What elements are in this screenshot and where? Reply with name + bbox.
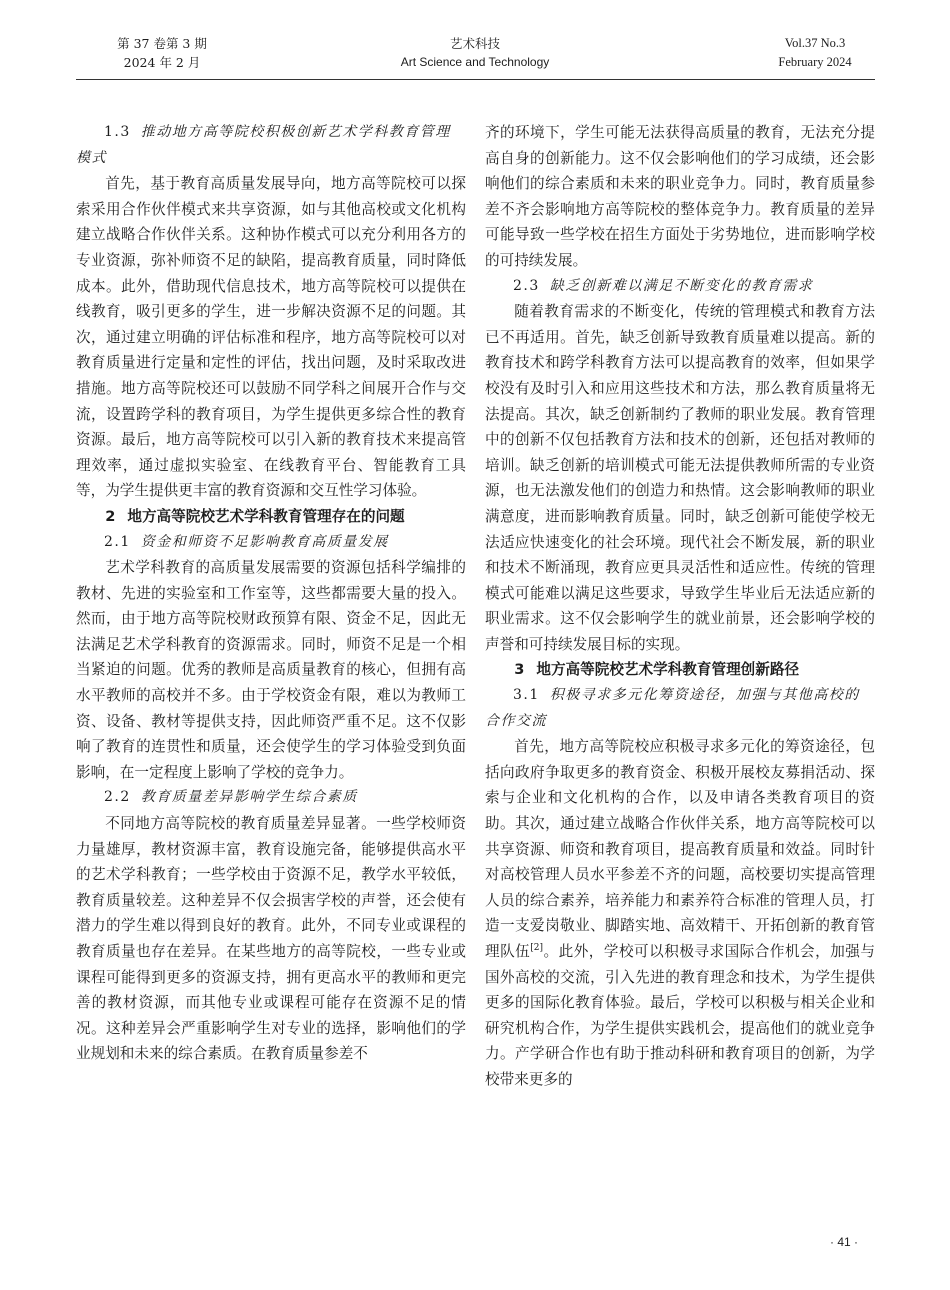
journal-title-en: Art Science and Technology <box>400 55 550 69</box>
paragraph <box>485 734 875 1092</box>
section-title: 地方高等院校艺术学科教育管理存在的问题 <box>127 507 405 525</box>
section-number: 3.1 <box>513 687 540 704</box>
section-title: 地方高等院校艺术学科教育管理创新路径 <box>536 661 800 679</box>
header-volume-en: Vol.37 No.3 <box>784 36 846 50</box>
section-1-3-heading <box>76 120 466 171</box>
header-date: 2024 年 2 月 <box>123 55 201 70</box>
section-number: 3 <box>514 661 525 679</box>
section-title: 积极寻求多元化筹资途径，加强与其他高校的合作交流 <box>485 687 860 729</box>
paragraph-text: 首先，地方高等院校应积极寻求多元化的筹资途径，包括向政府争取更多的教育资金、积极开展校友募捐活动、探索与企业和文化机构的合作，以及申请各类教育项目的资助。其次，通过建立战略合作伙伴关系，地方高等院校可以共享资源、师资和教育项目，提高教育质量和效益。同时针对高校管理人员水平参差不齐的问题，高校要切实提高管理人员的综合素养，培养能力和素养符合标准的管理人员，打造一支爱岗敬业、脚踏实地、高效精干、开拓创新的教育管理队伍 <box>485 738 875 960</box>
header-volume-issue-en <box>760 34 870 72</box>
section-3-1-heading <box>485 683 875 734</box>
left-column <box>76 120 466 1067</box>
paragraph: 艺术学科教育的高质量发展需要的资源包括科学编排的教材、先进的实验室和工作室等，这些都需要大量的投入。然而，由于地方高等院校财政预算有限、资金不足，因此无法满足艺术学科教育的资源需求。同时，师资不足是一个相当紧迫的问题。优秀的教师是高质量教育的核心，但拥有高水平教师的高校并不多。由于学校资金有限，难以为教师工资、设备、教材等提供支持，因此师资严重不足。这不仅影响了教育的连贯性和质量，还会使学生的学习体验受到负面影响，在一定程度上影响了学校的竞争力。 <box>76 559 466 781</box>
section-3-heading <box>485 657 875 683</box>
header-divider <box>76 79 875 80</box>
section-title: 缺乏创新难以满足不断变化的教育需求 <box>549 277 814 294</box>
section-title: 资金和师资不足影响教育高质量发展 <box>140 533 389 550</box>
section-number: 2.2 <box>104 789 131 806</box>
section-title: 教育质量差异影响学生综合素质 <box>140 789 358 806</box>
section-number: 2 <box>105 507 116 525</box>
section-number: 2.1 <box>104 533 131 550</box>
header-journal-title <box>375 34 575 72</box>
section-title: 推动地方高等院校积极创新艺术学科教育管理模式 <box>76 124 451 166</box>
header-date-en: February 2024 <box>778 55 852 69</box>
section-number: 2.3 <box>513 277 540 294</box>
section-2-2-heading <box>76 785 466 811</box>
page-number: · 41 · <box>829 1235 858 1249</box>
journal-title-cn: 艺术科技 <box>449 36 500 51</box>
paragraph: 随着教育需求的不断变化，传统的管理模式和教育方法已不再适用。首先，缺乏创新导致教育质量难以提高。新的教育技术和跨学科教育方法可以提高教育的效率，但如果学校没有及时引入和应用这些技术和方法，那么教育质量将无法提高。其次，缺乏创新制约了教师的职业发展。教育管理中的创新不仅包括教育方法和技术的创新，还包括对教师的培训。缺乏创新的培训模式可能无法提供教师所需的专业资源，也无法激发他们的创造力和热情。这会影响教师的职业满意度，进而影响教育质量。同时，缺乏创新可能使学校无法适应快速变化的社会环境。现代社会不断发展，新的职业和技术不断涌现，教育应更具灵活性和适应性。传统的管理模式可能难以满足这些要求，导致学生毕业后无法适应新的职业需求。这不仅会影响学生的就业前景，还会影响学校的声誉和可持续发展目标的实现。 <box>485 303 875 653</box>
paragraph: 首先，基于教育高质量发展导向，地方高等院校可以探索采用合作伙伴模式来共享资源，如与其他高校或文化机构建立战略合作伙伴关系。这种协作模式可以充分利用各方的专业资源，弥补师资不足的缺陷，提高教育质量，同时降低成本。此外，借助现代信息技术，地方高等院校可以提供在线教育，吸引更多的学生，进一步解决资源不足的问题。其次，通过建立明确的评估标准和程序，地方高等院校可以对教育质量进行定量和定性的评估，找出问题，及时采取改进措施。地方高等院校还可以鼓励不同学科之间展开合作与交流，设置跨学科的教育项目，为学生提供更多综合性的教育资源。最后，地方高等院校可以引入新的教育技术来提高管理效率，通过虚拟实验室、在线教育平台、智能教育工具等，为学生提供更丰富的教育资源和交互性学习体验。 <box>76 175 466 500</box>
section-2-1-heading <box>76 530 466 556</box>
citation-ref: [2] <box>530 943 544 953</box>
paragraph-continued: 齐的环境下，学生可能无法获得高质量的教育，无法充分提高自身的创新能力。这不仅会影响他们的学习成绩，还会影响他们的综合素质和未来的职业竞争力。同时，教育质量参差不齐会影响地方高等院校的整体竞争力。教育质量的差异可能导致一些学校在招生方面处于劣势地位，进而影响学校的可持续发展。 <box>485 124 875 269</box>
running-header <box>0 34 950 80</box>
paragraph-text: 。此外，学校可以积极寻求国际合作机会，加强与国外高校的交流，引入先进的教育理念和技术，为学生提供更多的国际化教育体验。最后，学校可以积极与相关企业和研究机构合作，为学生提供实践机会，提高他们的就业竞争力。产学研合作也有助于推动科研和教育项目的创新，为学校带来更多的 <box>485 943 875 1088</box>
header-volume-issue <box>112 34 212 72</box>
header-volume: 第 37 卷第 3 期 <box>117 36 207 51</box>
section-number: 1.3 <box>104 124 131 140</box>
paragraph: 不同地方高等院校的教育质量差异显著。一些学校师资力量雄厚，教材资源丰富，教育设施完备，能够提供高水平的艺术学科教育；一些学校由于资源不足，教学水平较低，教育质量较差。这种差异不仅会损害学校的声誉，还会使有潜力的学生难以得到良好的教育。此外，不同专业或课程的教育质量也存在差异。在某些地方的高等院校，一些专业或课程可能得到更多的资源支持，拥有更高水平的教师和更完善的教材资源，而其他专业或课程可能存在资源不足的情况。这种差异会严重影响学生对专业的选择，影响他们的学业规划和未来的综合素质。在教育质量参差不 <box>76 815 466 1063</box>
section-2-3-heading <box>485 274 875 300</box>
right-column <box>485 120 875 1093</box>
section-2-heading <box>76 504 466 530</box>
